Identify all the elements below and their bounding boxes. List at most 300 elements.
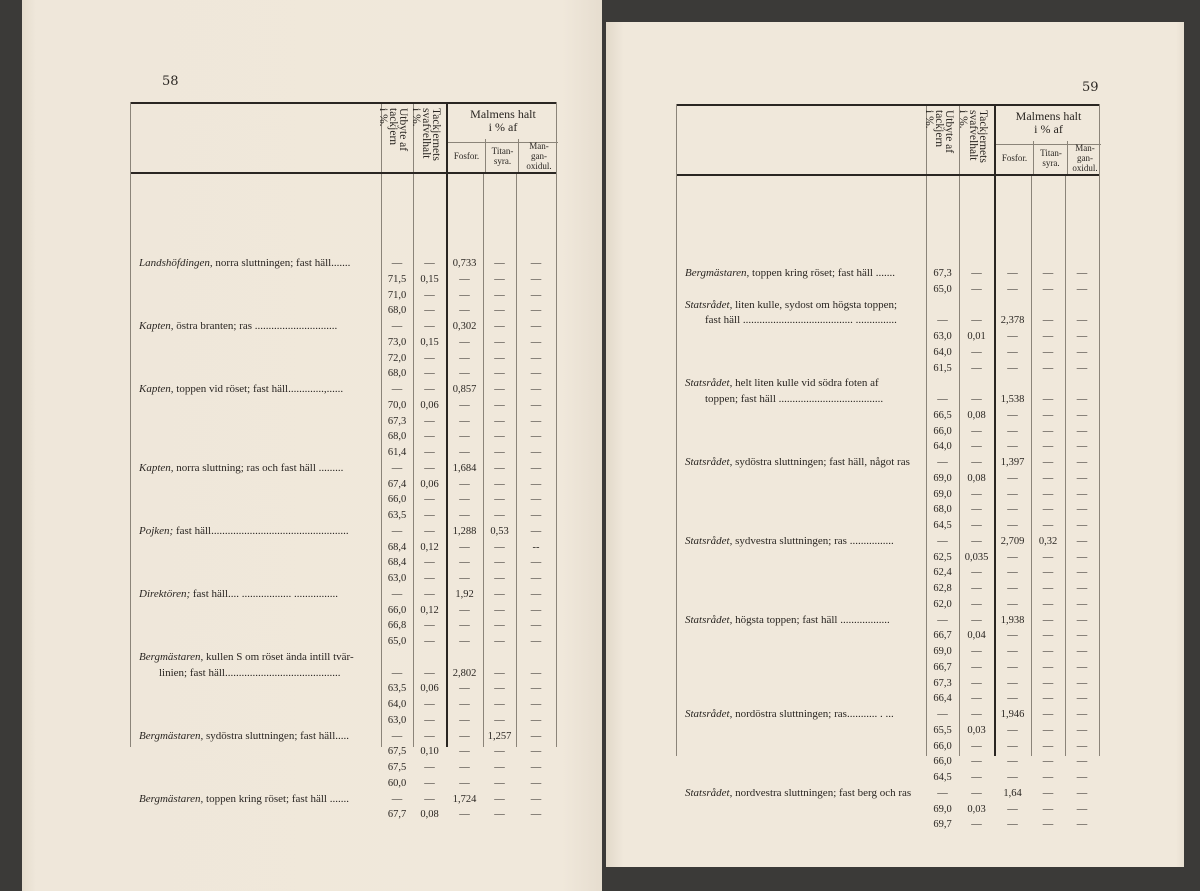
phosphorus-cell: — bbox=[459, 762, 470, 773]
yield-cell: — bbox=[391, 384, 403, 395]
phosphorus-cell: — bbox=[459, 714, 470, 726]
manganese-oxide-cell: — bbox=[530, 714, 542, 726]
titanic-acid-cell: — bbox=[1042, 441, 1054, 453]
yield-cell: — bbox=[937, 535, 948, 547]
location-name: Pojken; bbox=[139, 524, 174, 537]
table-row bbox=[131, 555, 556, 571]
yield-cell: — bbox=[391, 667, 403, 679]
manganese-oxide-cell: — bbox=[530, 305, 542, 317]
location-name: Statsrådet, bbox=[685, 534, 733, 547]
phosphorus-cell: — bbox=[1007, 677, 1018, 689]
titanic-acid-cell: — bbox=[494, 415, 505, 427]
phosphorus-cell: — bbox=[459, 447, 470, 458]
location-label bbox=[139, 256, 377, 272]
manganese-oxide-cell: — bbox=[1076, 504, 1088, 516]
location-description: toppen vid röset; fast häll.............,...... bbox=[173, 383, 344, 395]
table-row bbox=[677, 597, 1099, 613]
yield-cell: — bbox=[937, 709, 948, 720]
yield-cell: 67,7 bbox=[387, 809, 407, 821]
location-label bbox=[685, 266, 922, 282]
yield-cell: 71,5 bbox=[387, 273, 407, 285]
table-row bbox=[131, 256, 556, 272]
table-row bbox=[677, 565, 1099, 581]
sulfur-cell: — bbox=[424, 305, 435, 317]
sulfur-cell: 0,08 bbox=[967, 472, 986, 484]
phosphorus-cell: 1,64 bbox=[1003, 787, 1022, 799]
titanic-acid-cell: — bbox=[494, 273, 505, 285]
location-label bbox=[139, 792, 377, 808]
sulfur-cell: — bbox=[424, 588, 435, 600]
phosphorus-cell: — bbox=[1007, 693, 1018, 705]
manganese-oxide-cell: — bbox=[530, 273, 542, 285]
sulfur-cell: — bbox=[971, 598, 982, 610]
sulfur-cell: 0,035 bbox=[964, 551, 989, 563]
manganese-oxide-cell: — bbox=[1076, 819, 1088, 831]
location-description: sydvestra sluttningen; ras ................ bbox=[732, 534, 894, 547]
phosphorus-cell: — bbox=[1007, 488, 1018, 500]
location-description: norra sluttning; ras och fast häll ......... bbox=[173, 461, 344, 474]
sulfur-cell: — bbox=[424, 494, 435, 506]
titanic-acid-cell: — bbox=[494, 462, 505, 474]
titanic-acid-cell: — bbox=[1042, 583, 1054, 594]
table-header bbox=[677, 106, 1099, 176]
yield-cell: 67,3 bbox=[933, 268, 952, 279]
sulfur-cell: — bbox=[424, 431, 435, 443]
yield-cell: 67,3 bbox=[933, 677, 952, 689]
table-row bbox=[131, 524, 556, 540]
manganese-oxide-cell: — bbox=[1076, 677, 1088, 689]
sulfur-cell: — bbox=[971, 787, 982, 799]
table-row bbox=[677, 581, 1099, 597]
manganese-oxide-cell: — bbox=[1076, 331, 1088, 342]
sulfur-cell: — bbox=[971, 740, 982, 752]
phosphorus-cell: 1,288 bbox=[452, 525, 477, 537]
location-name: Kapten, bbox=[139, 320, 174, 332]
location-label bbox=[685, 613, 922, 629]
location-name: Bergmästaren, bbox=[139, 729, 204, 742]
location-description: nordvestra sluttningen; fast berg och ras bbox=[732, 786, 912, 799]
sulfur-cell: — bbox=[424, 447, 435, 458]
yield-cell: 66,7 bbox=[933, 661, 952, 673]
phosphorus-cell: — bbox=[1007, 756, 1018, 768]
manganese-oxide-cell: — bbox=[530, 573, 542, 584]
manganese-oxide-cell: — bbox=[530, 336, 542, 348]
yield-cell: 66,8 bbox=[387, 620, 407, 632]
yield-cell: 69,0 bbox=[933, 488, 952, 500]
titanic-acid-cell: — bbox=[1042, 677, 1054, 689]
table-row bbox=[131, 492, 556, 508]
yield-cell: 64,0 bbox=[933, 346, 952, 358]
manganese-oxide-cell: — bbox=[530, 478, 542, 490]
titanic-acid-cell: — bbox=[1042, 283, 1054, 295]
header-svafvelhalt-text: Tackjernets svafvelhalt i %. bbox=[409, 108, 442, 161]
titanic-acid-cell: — bbox=[1042, 630, 1054, 642]
table-row bbox=[677, 613, 1099, 629]
titanic-acid-cell: — bbox=[494, 667, 505, 679]
phosphorus-cell: — bbox=[459, 368, 470, 380]
phosphorus-cell: — bbox=[1007, 803, 1018, 815]
table-row bbox=[677, 282, 1099, 298]
yield-cell: 68,4 bbox=[387, 541, 407, 553]
location-label bbox=[139, 587, 377, 603]
yield-cell: 66,5 bbox=[933, 409, 952, 421]
yield-cell: 70,0 bbox=[387, 399, 407, 411]
table-row bbox=[131, 666, 556, 682]
titanic-acid-cell: — bbox=[1042, 331, 1054, 342]
phosphorus-cell: — bbox=[459, 541, 470, 553]
phosphorus-cell: — bbox=[459, 777, 470, 789]
manganese-oxide-cell: — bbox=[530, 289, 542, 301]
table-row bbox=[131, 351, 556, 367]
header-svafvelhalt-text: Tackjernets svafvelhalt i %. bbox=[956, 110, 989, 163]
phosphorus-cell: — bbox=[459, 557, 470, 569]
titanic-acid-cell: — bbox=[1042, 803, 1054, 815]
phosphorus-cell: — bbox=[1007, 283, 1018, 295]
manganese-oxide-cell: — bbox=[1076, 803, 1088, 815]
sulfur-cell: — bbox=[971, 520, 982, 531]
phosphorus-cell: — bbox=[459, 478, 470, 490]
yield-cell: — bbox=[391, 462, 403, 474]
header-utbyte bbox=[922, 106, 960, 174]
yield-cell: — bbox=[391, 525, 403, 537]
location-name: Statsrådet, bbox=[685, 786, 733, 799]
manganese-oxide-cell: — bbox=[530, 462, 542, 474]
sulfur-cell: — bbox=[424, 620, 435, 632]
manganese-oxide-cell: — bbox=[530, 399, 542, 411]
titanic-acid-cell: — bbox=[494, 399, 505, 411]
location-label bbox=[685, 707, 922, 723]
header-fosfor: Fosfor. bbox=[1001, 152, 1028, 163]
location-label bbox=[139, 650, 377, 666]
location-description: kullen S om röset ända intill tvär- bbox=[203, 650, 354, 663]
titanic-acid-cell: 1,257 bbox=[487, 730, 512, 742]
titanic-acid-cell: — bbox=[494, 809, 505, 821]
manganese-oxide-cell: — bbox=[1076, 740, 1088, 752]
location-name: Statsrådet, bbox=[685, 298, 733, 311]
location-name: Statsrådet, bbox=[685, 613, 733, 626]
table-row bbox=[131, 319, 556, 335]
titanic-acid-cell: — bbox=[1042, 346, 1054, 358]
table-row bbox=[131, 429, 556, 445]
phosphorus-cell: — bbox=[1007, 567, 1018, 579]
phosphorus-cell: — bbox=[1007, 441, 1018, 453]
table-row bbox=[677, 392, 1099, 408]
manganese-oxide-cell: — bbox=[1076, 661, 1088, 673]
table-row bbox=[677, 313, 1099, 329]
yield-cell: 66,0 bbox=[387, 494, 407, 506]
table-row bbox=[131, 618, 556, 634]
yield-cell: — bbox=[391, 793, 403, 805]
table-row bbox=[677, 487, 1099, 503]
titanic-acid-cell: — bbox=[494, 683, 505, 695]
table-row bbox=[677, 471, 1099, 487]
table-row bbox=[677, 739, 1099, 755]
table-row bbox=[131, 398, 556, 414]
yield-cell: — bbox=[937, 315, 948, 327]
titanic-acid-cell: — bbox=[1042, 425, 1054, 437]
table-row bbox=[131, 697, 556, 713]
phosphorus-cell: 0,733 bbox=[452, 258, 477, 269]
titanic-acid-cell: — bbox=[1042, 709, 1054, 720]
table-header bbox=[131, 104, 556, 174]
table-row bbox=[131, 540, 556, 556]
yield-cell: 62,5 bbox=[933, 551, 952, 563]
location-label bbox=[139, 729, 377, 745]
manganese-oxide-cell: — bbox=[530, 777, 542, 789]
titanic-acid-cell: 0,53 bbox=[490, 525, 509, 537]
phosphorus-cell: — bbox=[1007, 583, 1018, 594]
table-row bbox=[131, 445, 556, 461]
manganese-oxide-cell: — bbox=[530, 557, 542, 569]
manganese-oxide-cell: — bbox=[1076, 472, 1088, 484]
table-row bbox=[677, 266, 1099, 282]
yield-cell: 67,4 bbox=[387, 478, 407, 490]
manganese-oxide-cell: -- bbox=[532, 541, 540, 553]
sulfur-cell: — bbox=[424, 510, 435, 521]
manganese-oxide-cell: — bbox=[530, 384, 542, 395]
titanic-acid-cell: — bbox=[494, 588, 505, 600]
phosphorus-cell: — bbox=[459, 273, 470, 285]
sulfur-cell: — bbox=[424, 258, 435, 269]
sulfur-cell: — bbox=[424, 793, 435, 805]
location-name: Statsrådet, bbox=[685, 708, 733, 720]
sulfur-cell: 0,08 bbox=[967, 409, 986, 421]
location-description: toppen kring röset; fast häll ....... bbox=[749, 267, 895, 279]
yield-cell: 69,0 bbox=[933, 803, 952, 815]
titanic-acid-cell: — bbox=[494, 384, 505, 395]
sulfur-cell: — bbox=[424, 699, 435, 710]
manganese-oxide-cell: — bbox=[1076, 409, 1088, 421]
header-utbyte-text: Utbyte af tackjern i %. bbox=[922, 110, 955, 154]
table-row bbox=[131, 272, 556, 288]
yield-cell: 66,0 bbox=[933, 756, 952, 768]
table-row bbox=[677, 408, 1099, 424]
phosphorus-cell: — bbox=[459, 730, 470, 742]
titanic-acid-cell: — bbox=[1042, 551, 1054, 563]
phosphorus-cell: 0,857 bbox=[452, 384, 477, 395]
sulfur-cell: — bbox=[971, 441, 982, 453]
sulfur-cell: — bbox=[971, 614, 982, 626]
sulfur-cell: — bbox=[971, 693, 982, 705]
table-row bbox=[131, 366, 556, 382]
phosphorus-cell: — bbox=[459, 699, 470, 710]
phosphorus-cell: — bbox=[459, 352, 470, 364]
yield-cell: 69,0 bbox=[933, 646, 952, 657]
manganese-oxide-cell: — bbox=[1076, 315, 1088, 327]
manganese-oxide-cell: — bbox=[530, 368, 542, 380]
table-row bbox=[677, 361, 1099, 377]
location-label bbox=[139, 461, 377, 477]
manganese-oxide-cell: — bbox=[530, 667, 542, 679]
sulfur-cell: 0,15 bbox=[420, 336, 439, 348]
titanic-acid-cell: — bbox=[1042, 362, 1054, 374]
phosphorus-cell: — bbox=[459, 494, 470, 506]
manganese-oxide-cell: — bbox=[530, 604, 542, 616]
manganese-oxide-cell: — bbox=[1076, 441, 1088, 453]
table-row bbox=[131, 571, 556, 587]
location-description: sydöstra sluttningen; fast häll, något ras bbox=[732, 456, 910, 468]
sulfur-cell: 0,03 bbox=[967, 803, 986, 815]
table-row bbox=[677, 644, 1099, 660]
sulfur-cell: 0,06 bbox=[420, 478, 439, 490]
titanic-acid-cell: — bbox=[1042, 472, 1054, 484]
table-row bbox=[131, 382, 556, 398]
sulfur-cell: 0,08 bbox=[420, 809, 439, 821]
location-description: sydöstra sluttningen; fast häll..... bbox=[203, 729, 349, 742]
table-row bbox=[677, 345, 1099, 361]
titanic-acid-cell: — bbox=[494, 258, 505, 269]
manganese-oxide-cell: — bbox=[1076, 756, 1088, 768]
manganese-oxide-cell: — bbox=[530, 746, 542, 758]
table-row bbox=[131, 713, 556, 729]
titanic-acid-cell: — bbox=[1042, 724, 1054, 736]
header-titansyra: Titan- syra. bbox=[1033, 141, 1068, 174]
header-group-label: Malmens halt i % af bbox=[996, 106, 1101, 145]
manganese-oxide-cell: — bbox=[530, 793, 542, 805]
table-row bbox=[131, 587, 556, 603]
titanic-acid-cell: — bbox=[494, 352, 505, 364]
sulfur-cell: — bbox=[971, 457, 982, 468]
sulfur-cell: — bbox=[971, 772, 982, 783]
titanic-acid-cell: — bbox=[1042, 772, 1054, 783]
location-label bbox=[685, 786, 922, 802]
table-row bbox=[677, 707, 1099, 723]
manganese-oxide-cell: — bbox=[530, 258, 542, 269]
titanic-acid-cell: — bbox=[1042, 268, 1054, 279]
table-row bbox=[677, 676, 1099, 692]
phosphorus-cell: — bbox=[1007, 268, 1018, 279]
sulfur-cell: — bbox=[424, 667, 435, 679]
table-row bbox=[131, 744, 556, 760]
sulfur-cell: — bbox=[424, 415, 435, 427]
phosphorus-cell: 1,938 bbox=[1000, 614, 1025, 626]
titanic-acid-cell: — bbox=[494, 793, 505, 805]
table-row bbox=[677, 660, 1099, 676]
sulfur-cell: — bbox=[971, 661, 982, 673]
titanic-acid-cell: — bbox=[1042, 740, 1054, 752]
manganese-oxide-cell: — bbox=[1076, 630, 1088, 642]
manganese-oxide-cell: — bbox=[530, 683, 542, 695]
manganese-oxide-cell: — bbox=[530, 321, 542, 332]
manganese-oxide-cell: — bbox=[1076, 646, 1088, 657]
titanic-acid-cell: — bbox=[494, 557, 505, 569]
phosphorus-cell: 1,397 bbox=[1000, 457, 1025, 468]
yield-cell: 68,0 bbox=[387, 305, 407, 317]
yield-cell: 61,5 bbox=[933, 362, 952, 374]
titanic-acid-cell: — bbox=[1042, 787, 1054, 799]
location-description: östra branten; ras .............................. bbox=[173, 320, 338, 332]
titanic-acid-cell: — bbox=[1042, 693, 1054, 705]
sulfur-cell: — bbox=[971, 819, 982, 831]
table-row bbox=[131, 681, 556, 697]
phosphorus-cell: — bbox=[459, 620, 470, 632]
sulfur-cell: — bbox=[424, 289, 435, 301]
table-row bbox=[677, 723, 1099, 739]
titanic-acid-cell: — bbox=[1042, 394, 1054, 405]
yield-cell: 66,0 bbox=[387, 604, 407, 616]
yield-cell: 63,0 bbox=[933, 331, 952, 342]
phosphorus-cell: — bbox=[459, 431, 470, 443]
location-name: Statsrådet, bbox=[685, 377, 733, 390]
titanic-acid-cell: — bbox=[1042, 409, 1054, 421]
manganese-oxide-cell: — bbox=[530, 415, 542, 427]
yield-cell: 63,5 bbox=[387, 510, 407, 521]
yield-cell: 69,0 bbox=[933, 472, 952, 484]
table-row bbox=[677, 502, 1099, 518]
manganese-oxide-cell: — bbox=[1076, 724, 1088, 736]
yield-cell: — bbox=[937, 457, 948, 468]
titanic-acid-cell: — bbox=[1042, 819, 1054, 831]
phosphorus-cell: — bbox=[459, 746, 470, 758]
sulfur-cell: — bbox=[424, 557, 435, 569]
yield-cell: 65,0 bbox=[387, 636, 407, 647]
header-fosfor: Fosfor. bbox=[453, 150, 480, 161]
yield-cell: — bbox=[391, 730, 403, 742]
yield-cell: 68,4 bbox=[387, 557, 407, 569]
phosphorus-cell: — bbox=[1007, 819, 1018, 831]
location-description: toppen kring röset; fast häll ....... bbox=[203, 792, 349, 805]
titanic-acid-cell: — bbox=[1042, 315, 1054, 327]
table-row bbox=[677, 802, 1099, 818]
location-name: Kapten, bbox=[139, 461, 174, 474]
yield-cell: 62,8 bbox=[933, 583, 952, 594]
table-row bbox=[677, 298, 1099, 314]
sulfur-cell: — bbox=[971, 583, 982, 594]
location-description: helt liten kulle vid södra foten af bbox=[732, 377, 879, 390]
phosphorus-cell: — bbox=[1007, 646, 1018, 657]
titanic-acid-cell: — bbox=[494, 620, 505, 632]
location-description-continued: linien; fast häll.......................................... bbox=[159, 666, 341, 679]
phosphorus-cell: — bbox=[1007, 740, 1018, 752]
sulfur-cell: — bbox=[971, 709, 982, 720]
table-row bbox=[677, 817, 1099, 833]
manganese-oxide-cell: — bbox=[1076, 583, 1088, 594]
titanic-acid-cell: — bbox=[494, 777, 505, 789]
phosphorus-cell: — bbox=[459, 683, 470, 695]
sulfur-cell: 0,12 bbox=[420, 604, 439, 616]
sulfur-cell: — bbox=[971, 504, 982, 516]
titanic-acid-cell: — bbox=[494, 447, 505, 458]
header-svafvelhalt bbox=[956, 106, 995, 174]
manganese-oxide-cell: — bbox=[530, 588, 542, 600]
location-description-continued: fast häll ........................................ ............... bbox=[705, 314, 897, 327]
yield-cell: 67,5 bbox=[387, 746, 407, 758]
yield-cell: 73,0 bbox=[387, 336, 407, 348]
manganese-oxide-cell: — bbox=[530, 447, 542, 458]
location-label bbox=[139, 524, 377, 540]
manganese-oxide-cell: — bbox=[530, 494, 542, 506]
manganese-oxide-cell: — bbox=[1076, 567, 1088, 579]
phosphorus-cell: — bbox=[459, 809, 470, 821]
manganese-oxide-cell: — bbox=[530, 699, 542, 710]
table-row bbox=[131, 303, 556, 319]
sulfur-cell: — bbox=[971, 488, 982, 500]
page-number: 58 bbox=[162, 74, 179, 89]
sulfur-cell: — bbox=[424, 777, 435, 789]
table-row bbox=[131, 729, 556, 745]
titanic-acid-cell: — bbox=[494, 714, 505, 726]
table-row bbox=[131, 807, 556, 823]
phosphorus-cell: 2,802 bbox=[452, 667, 477, 679]
location-name: Direktören; bbox=[139, 587, 191, 600]
table-row bbox=[677, 329, 1099, 345]
table-row bbox=[677, 628, 1099, 644]
table-row bbox=[677, 691, 1099, 707]
yield-cell: 66,4 bbox=[933, 693, 952, 705]
yield-cell: 68,0 bbox=[387, 368, 407, 380]
phosphorus-cell: — bbox=[1007, 520, 1018, 531]
ore-analysis-table-left bbox=[130, 102, 557, 821]
